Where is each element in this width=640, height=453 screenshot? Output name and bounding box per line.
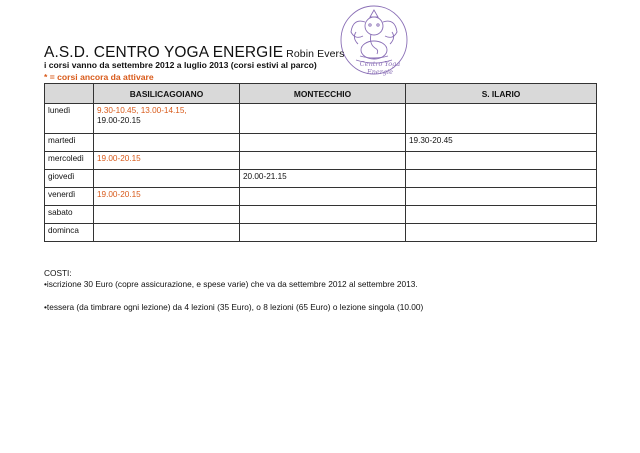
costs-heading: COSTI: (44, 268, 72, 278)
montecchio-cell (240, 152, 406, 170)
basilicagoiano-cell (94, 134, 240, 152)
day-cell: giovedì (45, 170, 94, 188)
cost-line-card: •tessera (da timbrare ogni lezione) da 4 lezioni (35 Euro), o 8 lezioni (65 Euro) o lezione singola (10.00) (44, 301, 424, 312)
day-cell: dominca (45, 224, 94, 242)
day-cell: venerdì (45, 188, 94, 206)
basilicagoiano-cell (94, 104, 240, 134)
page-subtitle: i corsi vanno da settembre 2012 a luglio 2013 (corsi estivi al parco) (44, 60, 317, 70)
inactive-times: 19.00-20.15 (97, 190, 141, 199)
basilicagoiano-cell (94, 152, 240, 170)
silario-cell (406, 170, 597, 188)
montecchio-cell (240, 188, 406, 206)
table-row (45, 134, 597, 152)
schedule-table (44, 83, 597, 242)
montecchio-cell (240, 104, 406, 134)
silario-cell (406, 206, 597, 224)
silario-cell (406, 224, 597, 242)
column-header-silario: S. ILARIO (406, 84, 597, 104)
author-name: Robin Evers (286, 48, 345, 60)
table-row (45, 152, 597, 170)
column-header-basilicagoiano: BASILICAGOIANO (94, 84, 240, 104)
table-row (45, 224, 597, 242)
costs-section (44, 268, 423, 313)
day-cell: mercoledì (45, 152, 94, 170)
table-row (45, 188, 597, 206)
day-cell: lunedì (45, 104, 94, 134)
inactive-times: 19.00-20.15 (97, 154, 141, 163)
logo-caption: Centro Yoga Energie (359, 60, 401, 76)
montecchio-cell (240, 206, 406, 224)
active-times: 19.00-20.15 (97, 116, 141, 125)
basilicagoiano-cell (94, 206, 240, 224)
basilicagoiano-cell (94, 224, 240, 242)
day-cell: sabato (45, 206, 94, 224)
table-row (45, 104, 597, 134)
inactive-times: 9.30-10.45, 13.00-14.15, (97, 106, 187, 115)
legend-note: * = corsi ancora da attivare (44, 72, 154, 82)
cost-line-registration: •iscrizione 30 Euro (copre assicurazione, e spese varie) che va da settembre 2012 al settembre 2013. (44, 279, 418, 290)
day-cell: martedì (45, 134, 94, 152)
basilicagoiano-cell (94, 188, 240, 206)
table-row (45, 206, 597, 224)
montecchio-cell (240, 134, 406, 152)
silario-cell (406, 104, 597, 134)
table-header-row (45, 84, 597, 104)
table-row (45, 170, 597, 188)
silario-cell (406, 152, 597, 170)
title-text: A.S.D. CENTRO YOGA ENERGIE (44, 44, 284, 61)
cost-spacer (44, 290, 423, 301)
montecchio-cell (240, 224, 406, 242)
silario-cell: 19.30-20.45 (406, 134, 597, 152)
montecchio-cell: 20.00-21.15 (240, 170, 406, 188)
column-header-day (45, 84, 94, 104)
silario-cell (406, 188, 597, 206)
column-header-montecchio: MONTECCHIO (240, 84, 406, 104)
basilicagoiano-cell (94, 170, 240, 188)
